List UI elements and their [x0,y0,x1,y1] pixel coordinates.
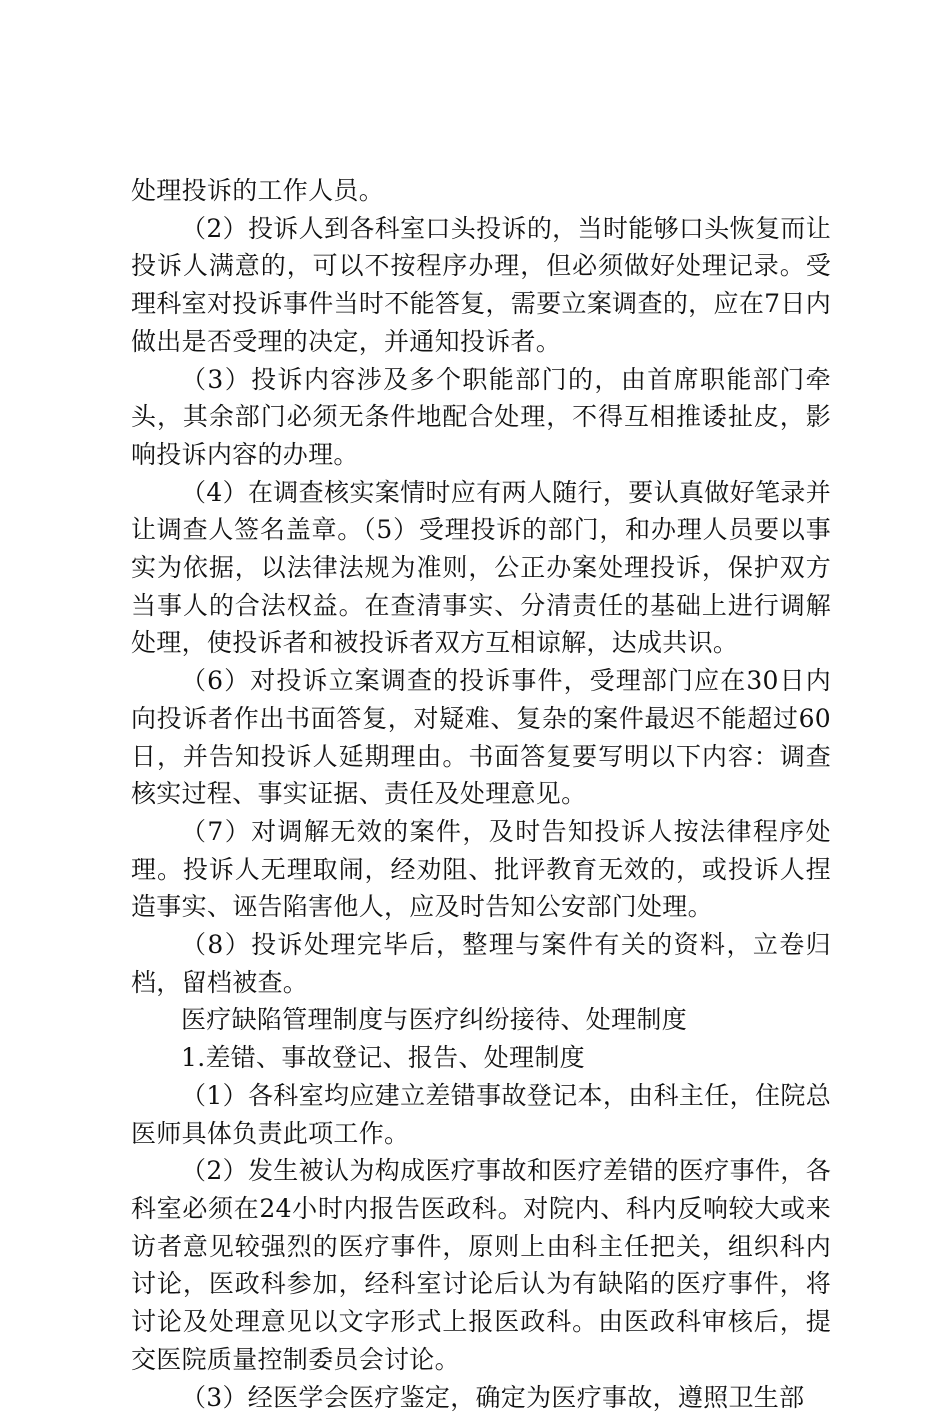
paragraph: （4）在调查核实案情时应有两人随行，要认真做好笔录并让调查人签名盖章。（5）受理投诉的部门，和办理人员要以事实为依据，以法律法规为准则，公正办案处理投诉，保护双方当事人的合法权益。在查清事实、分清责任的基础上进行调解处理，使投诉者和被投诉者双方互相谅解，达成共识。 [131,474,831,663]
section-heading: 医疗缺陷管理制度与医疗纠纷接待、处理制度 [131,1001,831,1039]
paragraph: （2）发生被认为构成医疗事故和医疗差错的医疗事件，各科室必须在24小时内报告医政科。对院内、科内反响较大或来访者意见较强烈的医疗事件，原则上由科主任把关，组织科内讨论，医政科参加，经科室讨论后认为有缺陷的医疗事件，将讨论及处理意见以文字形式上报医政科。由医政科审核后，提交医院质量控制委员会讨论。 [131,1152,831,1378]
subsection-heading: 1.差错、事故登记、报告、处理制度 [131,1039,831,1077]
paragraph: （1）各科室均应建立差错事故登记本，由科主任，住院总医师具体负责此项工作。 [131,1077,831,1152]
paragraph: （8）投诉处理完毕后，整理与案件有关的资料，立卷归档，留档被查。 [131,926,831,1001]
paragraph: （6）对投诉立案调查的投诉事件，受理部门应在30日内向投诉者作出书面答复，对疑难、复杂的案件最迟不能超过60日，并告知投诉人延期理由。书面答复要写明以下内容：调查核实过程、事实证据、责任及处理意见。 [131,662,831,813]
paragraph: （3）经医学会医疗鉴定，确定为医疗事故，遵照卫生部 [131,1379,831,1416]
paragraph: （3）投诉内容涉及多个职能部门的，由首席职能部门牵头，其余部门必须无条件地配合处理，不得互相推诿扯皮，影响投诉内容的办理。 [131,361,831,474]
document-body [131,172,831,1416]
paragraph: 处理投诉的工作人员。 [131,172,831,210]
paragraph: （7）对调解无效的案件，及时告知投诉人按法律程序处理。投诉人无理取闹，经劝阻、批评教育无效的，或投诉人捏造事实、诬告陷害他人，应及时告知公安部门处理。 [131,813,831,926]
paragraph: （2）投诉人到各科室口头投诉的，当时能够口头恢复而让投诉人满意的，可以不按程序办理，但必须做好处理记录。受理科室对投诉事件当时不能答复，需要立案调查的，应在7日内做出是否受理的决定，并通知投诉者。 [131,210,831,361]
